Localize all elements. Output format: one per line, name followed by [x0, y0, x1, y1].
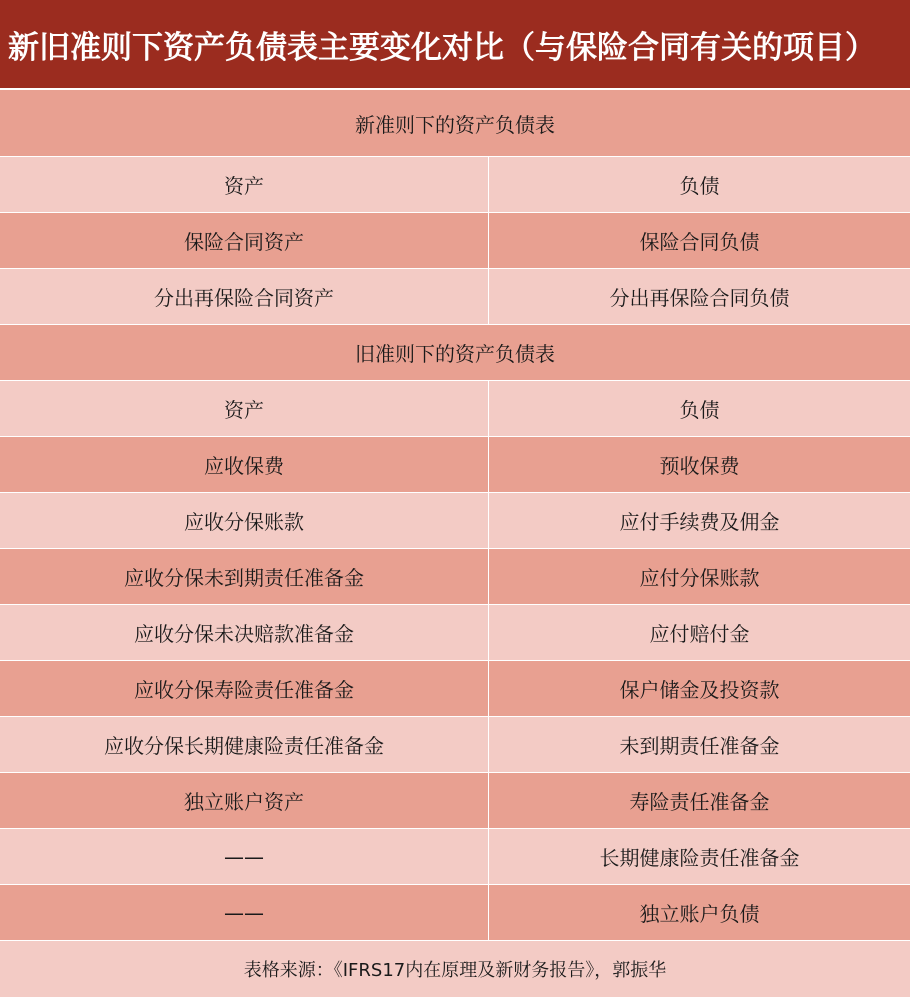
- table-row: [0, 493, 910, 549]
- liability-cell: 分出再保险合同负债: [609, 286, 790, 310]
- section-heading-row: [0, 325, 910, 381]
- asset-cell: 独立账户资产: [0, 773, 489, 828]
- table-row: [0, 437, 910, 493]
- liability-cell: 应付赔付金: [649, 622, 750, 646]
- liability-cell: 独立账户负债: [639, 902, 760, 926]
- table-row: [0, 549, 910, 605]
- col-assets-header: 资产: [0, 381, 489, 436]
- table-row: [0, 773, 910, 829]
- asset-cell: 应收分保账款: [0, 493, 489, 548]
- liability-cell: 保户储金及投资款: [619, 678, 780, 702]
- comparison-table: [0, 90, 910, 998]
- liability-cell: 预收保费: [659, 454, 740, 478]
- liability-cell: 应付手续费及佣金: [619, 510, 780, 534]
- source-note: 表格来源：《IFRS17内在原理及新财务报告》，郭振华: [0, 941, 910, 998]
- asset-cell: 应收分保未到期责任准备金: [0, 549, 489, 604]
- asset-cell: 应收分保长期健康险责任准备金: [0, 717, 489, 772]
- asset-cell: 分出再保险合同资产: [0, 269, 489, 324]
- table-row: [0, 661, 910, 717]
- old-section-heading: 旧准则下的资产负债表: [355, 342, 555, 366]
- table-row: [0, 605, 910, 661]
- asset-cell: 应收分保未决赔款准备金: [0, 605, 489, 660]
- section-heading-row: [0, 90, 910, 157]
- asset-cell: 保险合同资产: [0, 213, 489, 268]
- column-header-row: [0, 381, 910, 437]
- asset-cell: ——: [0, 885, 489, 940]
- col-liabilities-header: 负债: [679, 174, 720, 198]
- liability-cell: 保险合同负债: [639, 230, 760, 254]
- col-assets-header: 资产: [0, 157, 489, 212]
- table-row: [0, 717, 910, 773]
- column-header-row: [0, 157, 910, 213]
- new-section-heading: 新准则下的资产负债表: [355, 112, 555, 137]
- table-row: [0, 885, 910, 941]
- asset-cell: 应收分保寿险责任准备金: [0, 661, 489, 716]
- table-row: [0, 213, 910, 269]
- liability-cell: 长期健康险责任准备金: [599, 846, 800, 870]
- table-row: [0, 829, 910, 885]
- asset-cell: 应收保费: [0, 437, 489, 492]
- page-title: 新旧准则下资产负债表主要变化对比（与保险合同有关的项目）: [8, 29, 876, 66]
- asset-cell: ——: [0, 829, 489, 884]
- col-liabilities-header: 负债: [679, 398, 720, 422]
- title-bar: [0, 0, 910, 90]
- liability-cell: 寿险责任准备金: [629, 790, 770, 814]
- table-row: [0, 269, 910, 325]
- liability-cell: 未到期责任准备金: [619, 734, 780, 758]
- liability-cell: 应付分保账款: [639, 566, 760, 590]
